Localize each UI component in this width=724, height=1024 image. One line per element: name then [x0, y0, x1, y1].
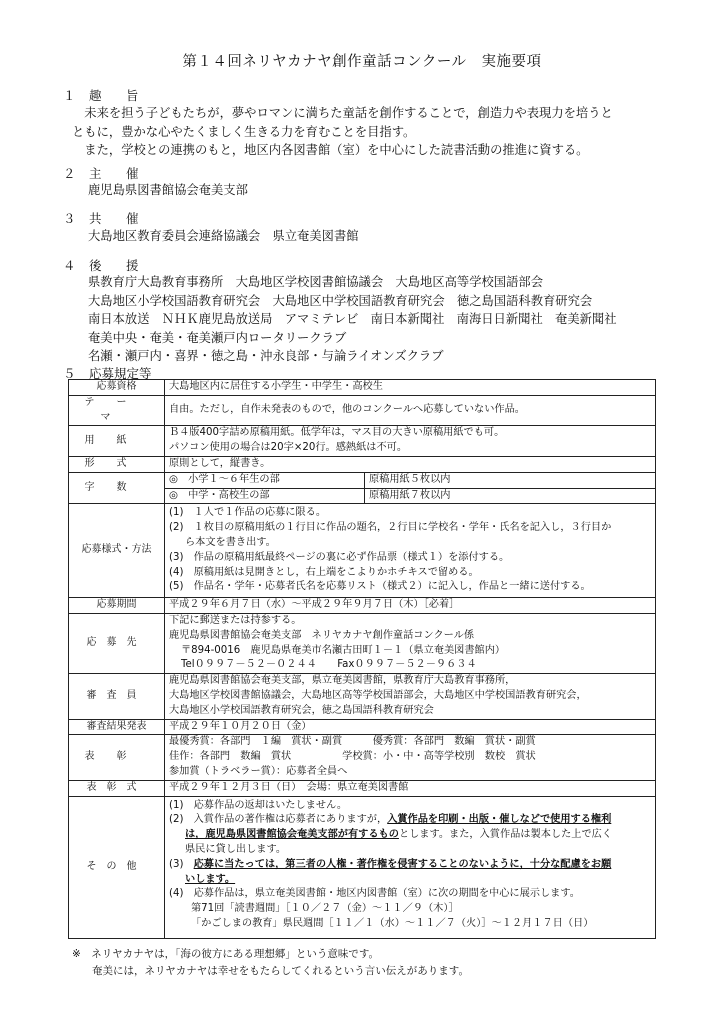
row-label: 審査員 — [69, 674, 165, 719]
text-line: (2) １枚目の原稿用紙の１行目に作品の題名，２行目に学校名・学年・氏名を記入し，３行目か — [169, 522, 612, 534]
section-number: ４ — [63, 258, 76, 273]
text-line: 県民に貸し出します。 — [185, 843, 287, 855]
text-line: 県教育庁大島教育事務所 大島地区学校図書館協議会 大島地区高等学校国語部会 — [88, 275, 543, 289]
section-3-heading — [63, 209, 145, 227]
text-line: 参加賞（トラベラー賞）：応募者全員へ — [169, 765, 348, 777]
section-2-heading — [63, 164, 145, 182]
row-label: 応募期間 — [69, 598, 165, 614]
text-line: 奄美中央・奄美・奄美瀬戸内ロータリークラブ — [88, 330, 347, 345]
row-label: 形式 — [69, 456, 165, 472]
emphasis-text: いします。 — [185, 873, 236, 885]
text-line: 第71回「読書週間」［１０／２７（金）～１１／９（木）］ — [191, 903, 459, 915]
text-line: Ｂ４版400字詰め原稿用紙。低学年は，マス目の大きい原稿用紙でも可。 — [169, 427, 505, 439]
text-line: 佳作：各部門 数編 賞状 学校賞：小・中・高等学校別 数校 賞状 — [169, 751, 536, 763]
table-row — [69, 472, 656, 488]
row-value — [165, 674, 656, 719]
table-row — [69, 456, 656, 472]
text-line: また，学校との連携のもと，地区内各図書館（室）を中心にした読書活動の推進に資する。 — [72, 143, 589, 157]
text-line: 大島地区小学校国語教育研究会 大島地区中学校国語教育研究会 徳之島国語科教育研究会 — [88, 293, 593, 308]
section-number: ５ — [63, 366, 76, 381]
text-span: (3) — [169, 858, 194, 870]
text-line: 大島地区小学校国語教育研究会，徳之島国語科教育研究会 — [169, 704, 434, 716]
text-line: 名瀬・瀬戸内・喜界・徳之島・沖永良部・与論ライオンズクラブ — [88, 349, 444, 363]
text-line: 下記に郵送または持参する。 — [169, 614, 302, 626]
text-line: 鹿児島県図書館協会奄美支部，県立奄美図書館，県教育庁大島教育事務所， — [169, 675, 516, 687]
row-label: 応募様式・方法 — [69, 504, 165, 598]
table-row — [69, 504, 656, 598]
row-value: 自由。ただし，自作未発表のもので，他のコンクールへ応募していない作品。 — [165, 395, 656, 426]
text-line: (1) １人で１作品の応募に限る。 — [169, 507, 327, 519]
section-title: 共 催 — [89, 211, 145, 226]
section-title: 応募規定等 — [89, 366, 152, 381]
text-span: (2) 入賞作品の著作権は応募者にありますが， — [169, 814, 388, 826]
table-row — [69, 719, 656, 735]
text-line: Tel０９９７－５２－０２４４ Fax０９９７－５２－９６３４ — [181, 659, 477, 671]
table-row — [69, 735, 656, 780]
footnote — [72, 946, 469, 980]
page-title: 第１４回ネリヤカナヤ創作童話コンクール 実施要項 — [182, 54, 542, 70]
text-line — [169, 858, 651, 873]
table-row — [69, 598, 656, 614]
cell: ◎ 中学・高校生の部 — [165, 488, 365, 504]
cell: 原稿用紙５枚以内 — [365, 472, 656, 488]
section-number: １ — [63, 88, 76, 103]
row-value: 平成２９年６月７日（水）～平成２９年９月７日（木）［必着］ — [165, 598, 656, 614]
text-line — [169, 828, 651, 843]
row-label: 字数 — [69, 472, 165, 504]
row-value — [165, 504, 656, 598]
text-line: (1) 応募作品の返却はいたしません。 — [169, 799, 348, 811]
emphasis-text: 応募に当たっては，第三者の人権・著作権を侵害することのないように，十分な配慮をお願 — [193, 858, 612, 870]
row-value — [165, 735, 656, 780]
text-line: 未来を担う子どもたちが，夢やロマンに満ちた童話を創作することで，創造力や表現力を培うと — [72, 106, 613, 120]
text-line: 大島地区教育委員会連絡協議会 県立奄美図書館 — [88, 229, 359, 243]
emphasis-text: 入賞作品を印刷・出版・催しなどで使用する権利 — [387, 814, 612, 826]
table-row — [69, 380, 656, 396]
row-value: 大島地区内に居住する小学生・中学生・高校生 — [165, 380, 656, 396]
row-value: 平成２９年１０月２０日（金） — [165, 719, 656, 735]
row-label: 表彰式 — [69, 780, 165, 796]
text-line: 「かごしまの教育」県民週間［１１／１（水）～１１／７（火）］～１２月１７日（日） — [191, 917, 594, 929]
text-line: 〒894-0016 鹿児島県奄美市名瀬古田町１－１（県立奄美図書館内） — [181, 644, 506, 656]
row-label: その他 — [69, 796, 165, 938]
section-title: 趣 旨 — [89, 88, 145, 103]
rules-table — [68, 379, 656, 939]
text-line: パソコン使用の場合は20字×20行。感熱紙は不可。 — [169, 442, 408, 454]
text-line: 最優秀賞：各部門 １編 賞状・副賞 優秀賞：各部門 数編 賞状・副賞 — [169, 736, 536, 748]
section-1-body — [72, 104, 672, 160]
footnote-line: ※ ネリヤカナヤは，「海の彼方にある理想郷」という意味です。 — [72, 948, 379, 960]
section-number: ２ — [63, 166, 76, 181]
text-line: (4) 原稿用紙は見開きとし，右上端をこよりかホチキスで留める。 — [169, 566, 479, 578]
section-4-heading — [63, 256, 145, 274]
text-line: ともに，豊かな心やたくましく生きる力を育むことを目指す。 — [72, 124, 416, 139]
row-value — [165, 426, 656, 457]
text-line: (3) 作品の原稿用紙最終ページの裏に必ず作品票（様式１）を添付する。 — [169, 551, 510, 563]
text-line: 鹿児島県図書館協会奄美支部 ネリヤカナヤ創作童話コンクール係 — [169, 629, 475, 641]
row-value: 平成２９年１２月３日（日） 会場：県立奄美図書館 — [165, 780, 656, 796]
text-line: 南日本放送 ＮＨＫ鹿児島放送局 アマミテレビ 南日本新聞社 南海日日新聞社 奄美新聞社 — [88, 312, 617, 326]
text-line: 鹿児島県図書館協会奄美支部 — [88, 183, 248, 197]
row-value — [165, 796, 656, 938]
text-line — [169, 813, 651, 828]
row-label: テーマ — [69, 395, 165, 426]
text-line: (4) 応募作品は，県立奄美図書館・地区内図書館（室）に次の期間を中心に展示します。 — [169, 888, 580, 900]
text-line: (5) 作品名・学年・応募者氏名を応募リスト（様式２）に記入し，作品と一緒に送付する。 — [169, 581, 591, 593]
section-title: 後 援 — [89, 258, 145, 273]
section-number: ３ — [63, 211, 76, 226]
table-row — [69, 613, 656, 673]
section-4-body — [88, 273, 617, 366]
text-line: ら本文を書き出す。 — [185, 536, 276, 548]
row-label: 応募先 — [69, 613, 165, 673]
text-line — [169, 873, 651, 888]
table-row — [69, 395, 656, 426]
row-label: 応募資格 — [69, 380, 165, 396]
table-row — [69, 796, 656, 938]
text-span: とします。また，入賞作品は製本した上で広く — [398, 829, 613, 841]
row-label: 用紙 — [69, 426, 165, 457]
row-label: 表彰 — [69, 735, 165, 780]
row-label: 審査結果発表 — [69, 719, 165, 735]
emphasis-text: は，鹿児島県図書館協会奄美支部が有するもの — [185, 829, 399, 841]
table-row — [69, 780, 656, 796]
table-row — [69, 426, 656, 457]
row-value — [165, 613, 656, 673]
table-row — [69, 674, 656, 719]
row-value: 原則として，縦書き。 — [165, 456, 656, 472]
text-line: 大島地区学校図書館協議会，大島地区高等学校国語部会，大島地区中学校国語教育研究会， — [169, 689, 587, 701]
section-title: 主 催 — [89, 166, 145, 181]
footnote-line: 奄美には，ネリヤカナヤは幸せをもたらしてくれるという言い伝えがあります。 — [92, 965, 469, 977]
cell: ◎ 小学１～６年生の部 — [165, 472, 365, 488]
cell: 原稿用紙７枚以内 — [365, 488, 656, 504]
section-1-heading — [63, 86, 145, 104]
